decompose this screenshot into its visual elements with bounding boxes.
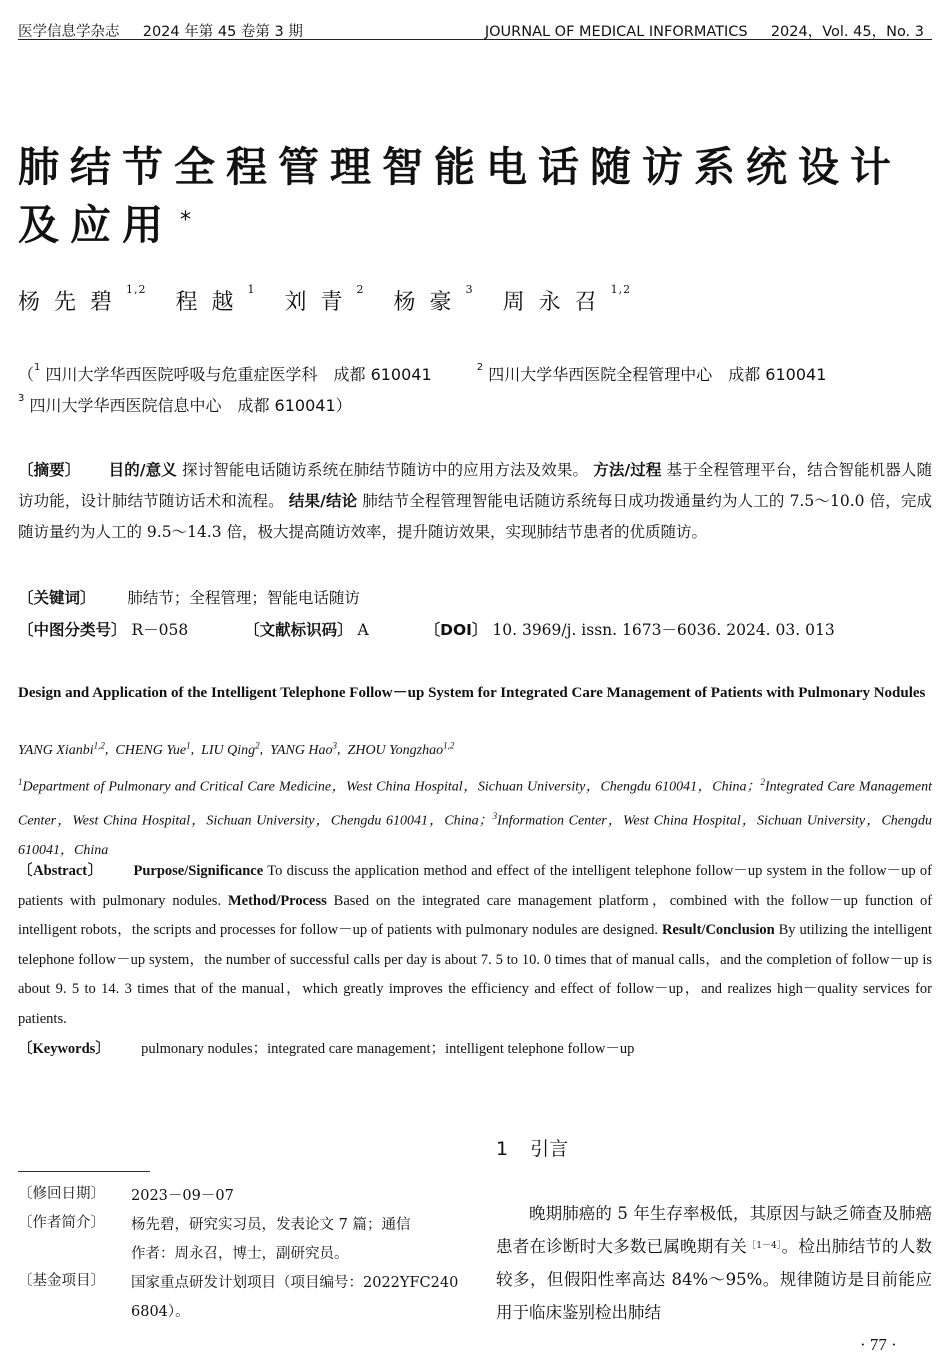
- english-purpose-text: To discuss the application method and effect of the intelligent telephone follow－up system in the follow－up of patients with pulmonary nodules.: [18, 863, 932, 909]
- author: 程越$^1$: [175, 283, 256, 315]
- title-line-1: 肺结节全程管理智能电话随访系统设计: [18, 143, 902, 191]
- page-number: · 77 ·: [860, 1335, 897, 1354]
- author: 刘青$^2$: [284, 283, 365, 315]
- english-author: CHENG Yue$^1$: [115, 740, 191, 758]
- author-intro-label: 〔作者简介〕: [18, 1215, 105, 1231]
- footnote-author: [18, 1211, 460, 1269]
- article-title: [18, 138, 928, 254]
- section-heading: [496, 1134, 568, 1161]
- author: 杨先碧$^{1,2}$: [18, 283, 147, 315]
- purpose-text: 探讨智能电话随访系统在肺结节随访中的应用方法及效果。: [181, 461, 589, 479]
- english-method-text: Based on the integrated care management platform，combined with the follow－up function of intelligent robots，the scripts and processes for follow－up of patients with pulmonary nodules are designed.: [18, 892, 933, 938]
- fund-text: 国家重点研发计划项目（项目编号：2022YFC2406804）。: [131, 1275, 459, 1320]
- english-keywords-label: 〔Keywords〕: [18, 1041, 110, 1057]
- header-rule: [18, 39, 932, 40]
- english-title: Design and Application of the Intelligent Telephone Follow－up System for Integrated Care Management of Patients with Pulmonary Nodules: [18, 685, 926, 701]
- english-result-label: Result/Conclusion: [661, 922, 775, 938]
- section-number: 1: [496, 1138, 509, 1160]
- english-affiliation-1: Department of Pulmonary and Critical Care Medicine，West China Hospital，Sichuan University，Chengdu 610041，China；: [22, 779, 761, 795]
- clc-label: 〔中图分类号〕: [18, 621, 127, 639]
- journal-name-en: JOURNAL OF MEDICAL INFORMATICS: [484, 24, 748, 40]
- footnote-rule: [18, 1171, 150, 1172]
- abstract-cn: [18, 455, 932, 548]
- journal-name-cn: 医学信息学杂志: [18, 24, 120, 40]
- doc-code-label: 〔文献标识码〕: [244, 621, 353, 639]
- author-intro-line-2: 作者：周永召，博士，副研究员。: [131, 1246, 349, 1262]
- method-text: 基于全程管理平台，结合智能机器人随访功能，设计肺结节随访话术和流程。: [18, 461, 932, 510]
- english-author: ZHOU Yongzhao$^{1,2}$: [347, 740, 455, 758]
- english-method-label: Method/Process: [227, 892, 327, 909]
- author: 杨豪$^3$: [393, 283, 474, 315]
- title-footnote-mark: *: [180, 208, 191, 233]
- keywords-value: 肺结节；全程管理；智能电话随访: [127, 589, 360, 607]
- doi-value: 10. 3969/j. issn. 1673－6036. 2024. 03. 013: [492, 621, 835, 639]
- title-line-2: 及应用 *: [18, 201, 191, 249]
- affiliation-1: 四川大学华西医院呼吸与危重症医学科 成都 610041: [45, 365, 432, 384]
- citation-ref: ［1－4］: [747, 1241, 782, 1251]
- footnote-fund: [18, 1269, 460, 1327]
- revised-date: 2023－09－07: [131, 1188, 234, 1204]
- classification-line: [18, 618, 835, 640]
- result-text: 肺结节全程管理智能电话随访系统每日成功拨通量约为人工的 7.5～10.0 倍，完成随访量约为人工的 9.5～14.3 倍，极大提高随访效率，提升随访效果，实现肺结节患者的优质随访。: [18, 492, 932, 541]
- running-header-left: [18, 20, 303, 41]
- english-affiliation-3: Information Center，West China Hospital，Sichuan University，Chengdu 610041，China: [18, 813, 932, 859]
- section-title: 引言: [530, 1138, 569, 1160]
- doc-code-value: A: [357, 621, 369, 639]
- english-keywords-value: pulmonary nodules；integrated care management；intelligent telephone follow－up: [141, 1041, 635, 1057]
- result-label: 结果/结论: [288, 492, 358, 510]
- english-affiliations: $^1$Department of Pulmonary and Critical Care Medicine，West China Hospital，Sichuan University，Chengdu 610041，China；$^2$Integrated Care Management Center，West China Hospital，Sichuan University，Chengdu 610041，China；$^3$Information Center，West China Hospital，Sichuan University，Chengdu 610041，China: [18, 777, 932, 859]
- english-author: YANG Xianbi$^{1,2}$: [18, 740, 105, 758]
- revised-label: 〔修回日期〕: [18, 1186, 105, 1202]
- fund-label: 〔基金项目〕: [18, 1273, 105, 1289]
- affiliation-2: 四川大学华西医院全程管理中心 成都 610041: [488, 365, 827, 384]
- purpose-label: 目的/意义: [108, 461, 177, 479]
- english-author-list: YANG Xianbi$^{1,2}$, CHENG Yue$^1$, LIU Qing$^2$, YANG Hao$^3$, ZHOU Yongzhao$^{1,2}$: [18, 740, 455, 758]
- english-author: YANG Hao$^3$: [270, 740, 338, 758]
- issue-cn: 2024 年第 45 卷第 3 期: [142, 24, 303, 40]
- keywords-cn: [18, 586, 360, 608]
- english-abstract-label: 〔Abstract〕: [18, 863, 103, 879]
- author-intro-line-1: 杨先碧，研究实习员，发表论文 7 篇；通信: [131, 1217, 411, 1233]
- issue-en: 2024，Vol. 45，No. 3: [770, 24, 924, 40]
- intro-paragraph: 晚期肺癌的 5 年生存率极低，其原因与缺乏筛查及肺癌患者在诊断时大多数已属晚期有关$^{[1-4]}$。检出肺结节的人数较多，但假阳性率高达 84%～95%。规律随访是目前能应用于临床鉴别检出肺结: [496, 1204, 933, 1322]
- clc-value: R－058: [131, 621, 189, 639]
- footnote-revised: [18, 1182, 460, 1211]
- affiliation-line-1: （$^1$ 四川大学华西医院呼吸与危重症医学科 成都 610041 $^2$ 四川大学华西医院全程管理中心 成都 610041: [18, 362, 827, 384]
- affiliation-3: 四川大学华西医院信息中心 成都 610041）: [29, 396, 352, 415]
- author: 周永召$^{1,2}$: [502, 283, 632, 315]
- keywords-label: 〔关键词〕: [18, 589, 96, 607]
- author-list: [18, 285, 653, 316]
- running-header-right: [485, 20, 924, 41]
- english-result-text: By utilizing the intelligent telephone follow－up system，the number of successful calls per day is about 7. 5 to 10. 0 times that of manual calls，and the completion of follow－up is about 9. 5 to 14. 3 times that of the manual，which greatly improves the efficiency and effect of follow－up，and realizes high－quality services for patients.: [18, 922, 933, 1027]
- english-keywords: [18, 1037, 932, 1058]
- english-affiliation-2: Integrated Care Management Center，West China Hospital，Sichuan University，Chengdu 610041，China；: [18, 779, 932, 829]
- english-purpose-label: Purpose/Significance: [133, 863, 264, 879]
- method-label: 方法/过程: [593, 461, 662, 479]
- english-author: LIU Qing$^2$: [201, 740, 260, 758]
- doi-label: 〔DOI〕: [424, 621, 488, 639]
- affiliation-line-2: $^3$ 四川大学华西医院信息中心 成都 610041）: [18, 393, 352, 415]
- english-abstract: [18, 857, 932, 1034]
- abstract-label: 〔摘要〕: [18, 461, 81, 479]
